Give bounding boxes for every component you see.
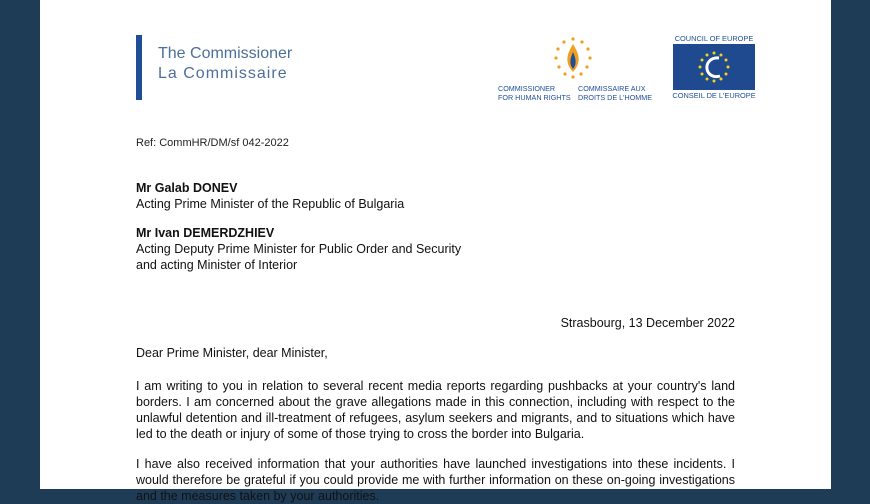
chr-text-en: COMMISSIONER FOR HUMAN RIGHTS [498, 84, 571, 102]
recipient-title: Acting Prime Minister of the Republic of Bulgaria [136, 197, 405, 211]
title-en: The Commissioner [158, 45, 293, 62]
salutation: Dear Prime Minister, dear Minister, [136, 346, 328, 360]
paragraph-1: I am writing to you in relation to several recent media reports regarding pushbacks at your country's land borders. I am concerned about the grave allegations made in this connection, including with respect to the unlawful detention and ill-treatment of refugees, asylum seekers and migrants, and to situations which have led to the death or injury of some of those trying to cross the border into Bulgaria. [136, 379, 735, 441]
recipient-1 [136, 180, 404, 212]
council-of-europe-logo [671, 34, 757, 104]
flame-stars-icon [552, 36, 594, 82]
commissioner-title [158, 44, 292, 84]
recipient-name: Mr Ivan DEMERDZHIEV [136, 226, 275, 240]
recipient-name: Mr Galab DONEV [136, 181, 238, 195]
recipient-title: Acting Deputy Prime Minister for Public Order and Security [136, 242, 462, 256]
paragraph-2: I have also received information that your authorities have launched investigations into these incidents. I would therefore be grateful if you could provide me with further information on these on-going investigations and the measures taken by your authorities. [136, 457, 735, 503]
commissioner-logo [496, 36, 656, 106]
letter-page [40, 0, 831, 503]
coe-text-en: COUNCIL OF EUROPE [674, 34, 754, 43]
recipient-2 [136, 225, 461, 273]
reference: Ref: CommHR/DM/sf 042-2022 [136, 137, 289, 149]
recipient-title-cont: and acting Minister of Interior [136, 258, 298, 272]
coe-flag-icon [673, 44, 755, 90]
title-fr: La Commissaire [158, 65, 288, 82]
header-accent-bar [136, 35, 142, 100]
coe-text-fr: CONSEIL DE L'EUROPE [672, 91, 756, 100]
chr-text-fr: COMMISSAIRE AUX DROITS DE L'HOMME [578, 84, 653, 102]
letter-date: Strasbourg, 13 December 2022 [560, 316, 735, 330]
